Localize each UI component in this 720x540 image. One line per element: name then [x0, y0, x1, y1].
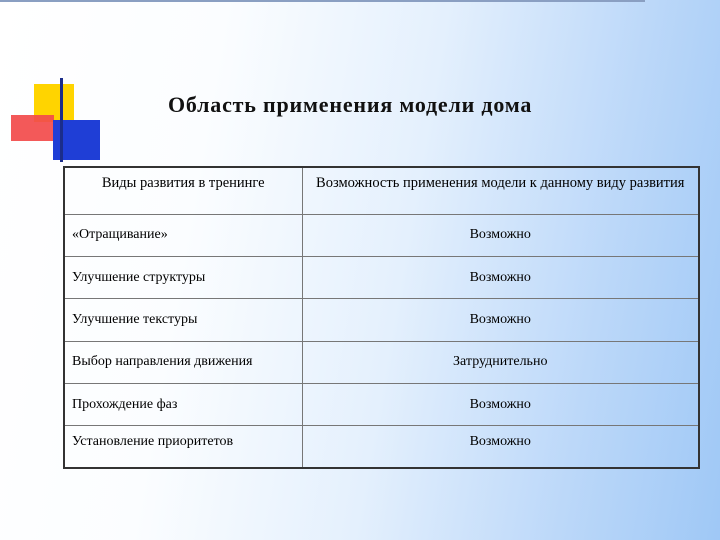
- table-header-row: [64, 167, 699, 214]
- cell-type: Улучшение текстуры: [64, 299, 302, 341]
- cell-type: Установление приоритетов: [64, 426, 302, 468]
- table-row: [64, 383, 699, 425]
- cell-possibility: Затруднительно: [302, 341, 699, 383]
- header-applicability: Возможность применения модели к данному виду развития: [302, 167, 699, 214]
- table-row: [64, 299, 699, 341]
- slide-title: Область применения модели дома: [168, 92, 533, 117]
- decorative-logo: [0, 0, 120, 170]
- cell-type: Прохождение фаз: [64, 383, 302, 425]
- cell-possibility: Возможно: [302, 299, 699, 341]
- table-row: [64, 257, 699, 299]
- vertical-rule: [60, 78, 63, 162]
- cell-type: «Отращивание»: [64, 214, 302, 256]
- cell-possibility: Возможно: [302, 257, 699, 299]
- cell-type: Выбор направления движения: [64, 341, 302, 383]
- cell-possibility: Возможно: [302, 214, 699, 256]
- development-table: [63, 166, 700, 469]
- cell-type: Улучшение структуры: [64, 257, 302, 299]
- red-square: [11, 115, 54, 141]
- header-development-types: Виды развития в тренинге: [64, 167, 302, 214]
- table-row: [64, 214, 699, 256]
- cell-possibility: Возможно: [302, 426, 699, 468]
- cell-possibility: Возможно: [302, 383, 699, 425]
- table-row: [64, 341, 699, 383]
- table-row: [64, 426, 699, 468]
